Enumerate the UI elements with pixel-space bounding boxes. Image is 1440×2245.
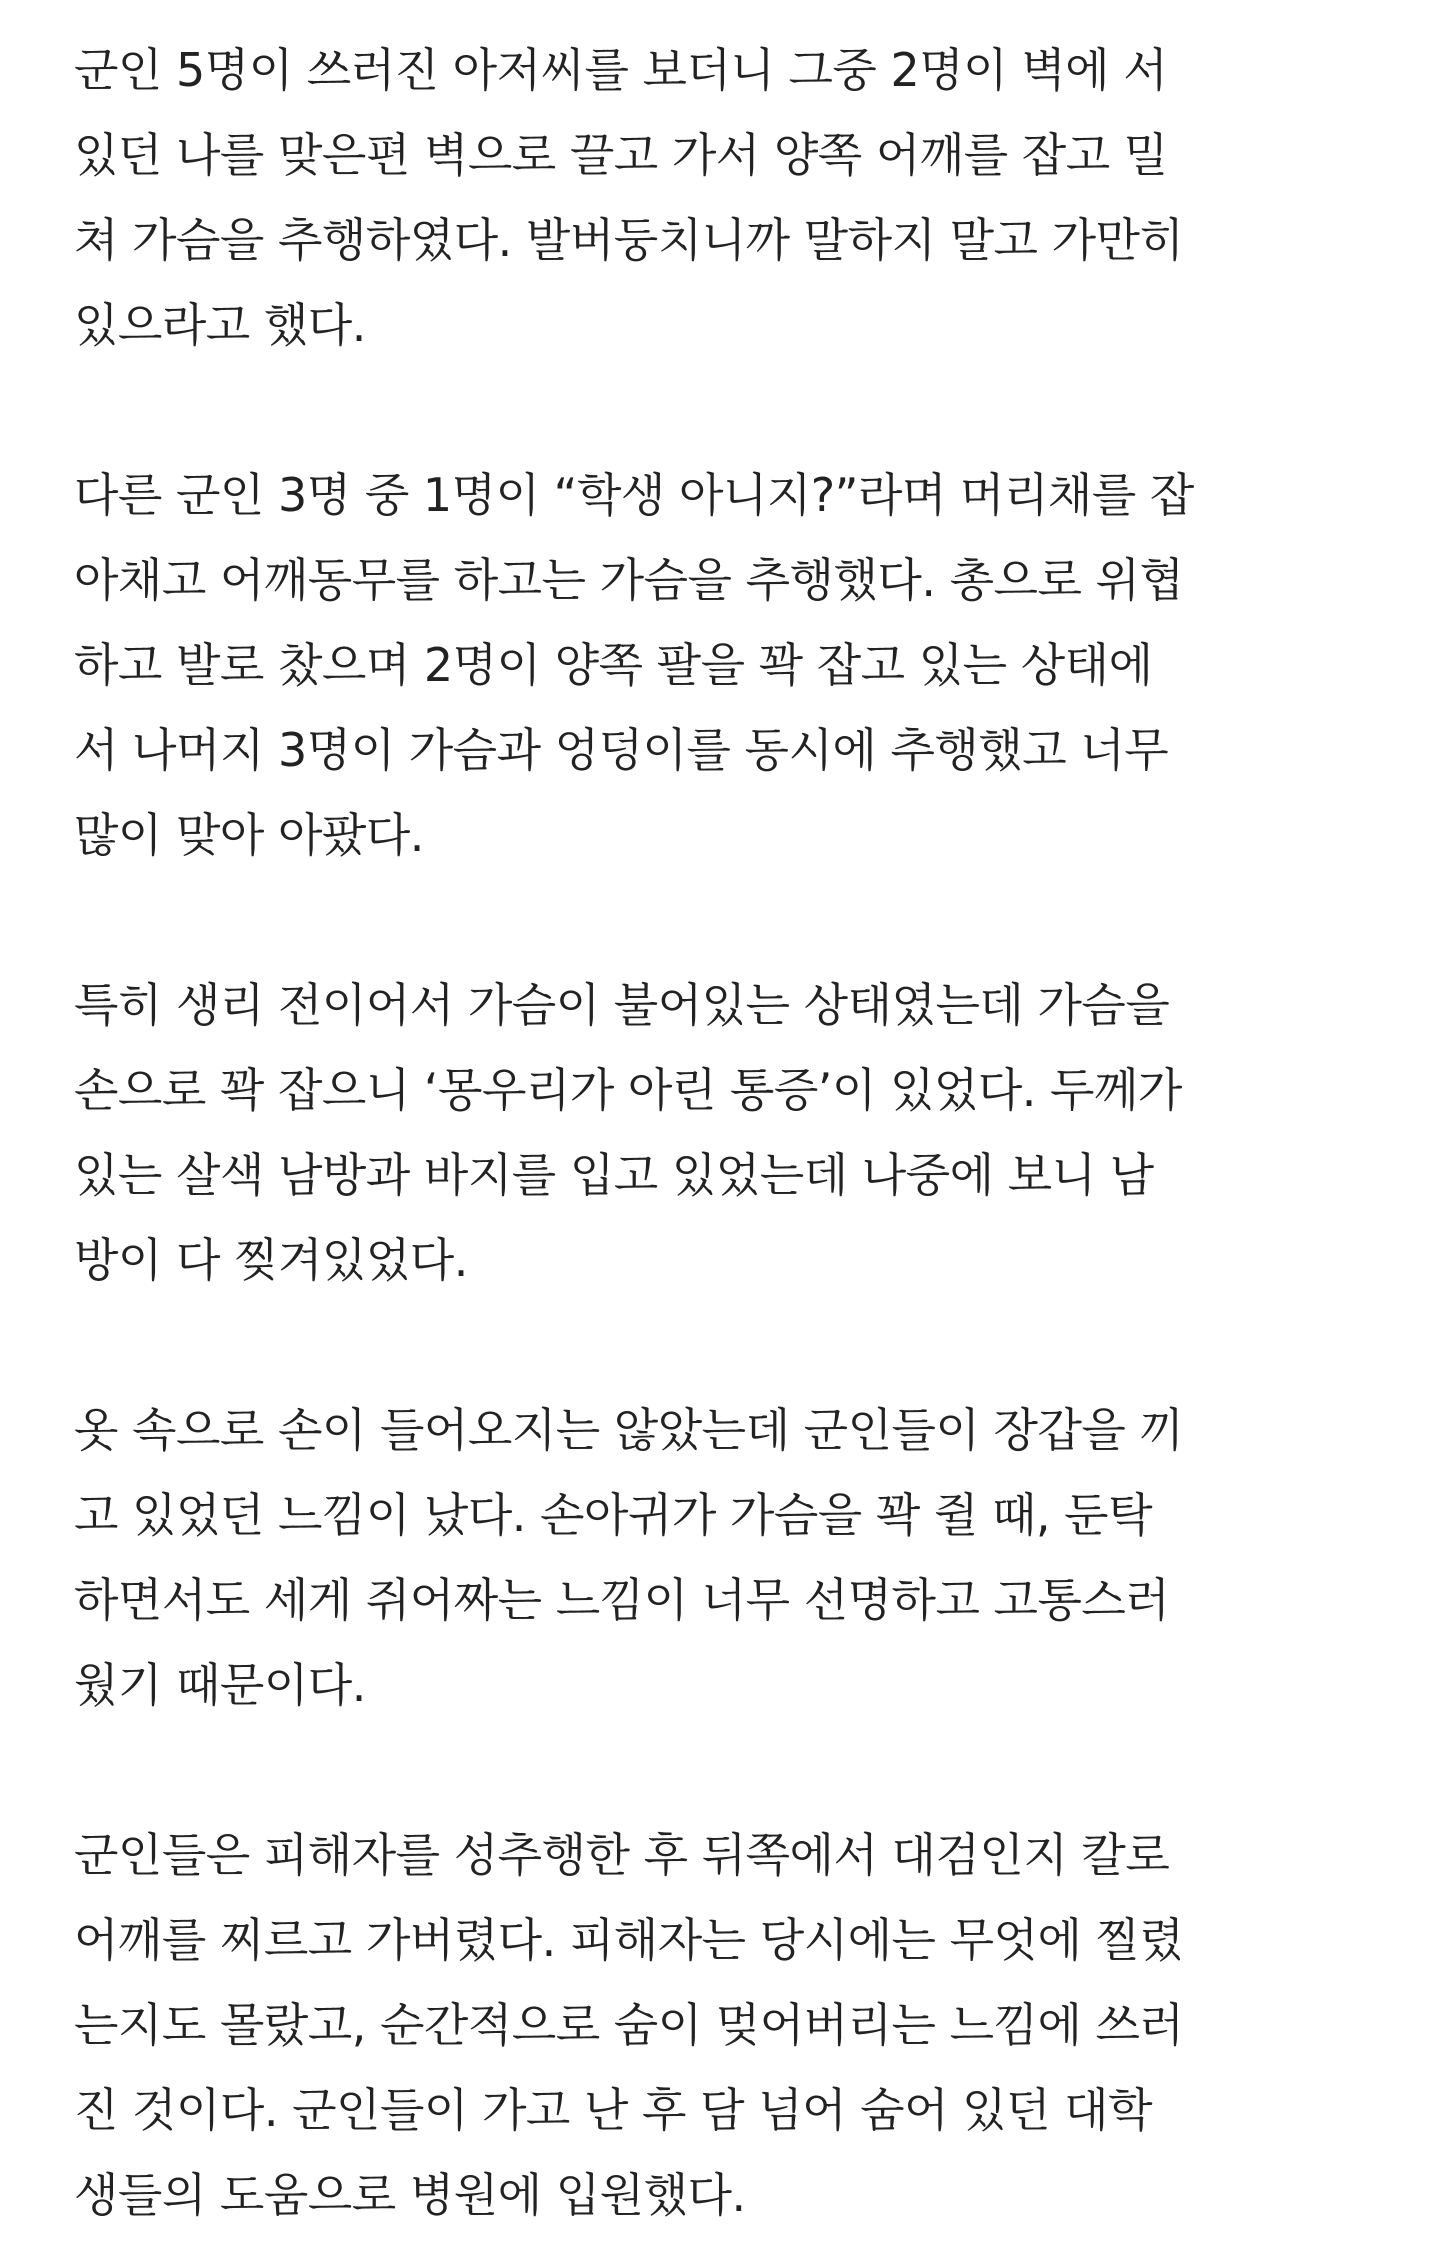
text-line: 어깨를 찌르고 가버렸다. 피해자는 당시에는 무엇에 찔렸 bbox=[74, 1913, 1184, 1967]
text-line: 군인 5명이 쓰러진 아저씨를 보더니 그중 2명이 벽에 서 bbox=[74, 43, 1168, 97]
text-line: 있는 살색 남방과 바지를 입고 있었는데 나중에 보니 남 bbox=[74, 1148, 1154, 1202]
text-line: 군인들은 피해자를 성추행한 후 뒤쪽에서 대검인지 칼로 bbox=[74, 1828, 1170, 1882]
text-line: 옷 속으로 손이 들어오지는 않았는데 군인들이 장갑을 끼 bbox=[74, 1403, 1184, 1457]
text-line: 방이 다 찢겨있었다. bbox=[74, 1233, 468, 1287]
paragraph-5 bbox=[74, 1813, 1374, 2238]
text-line: 생들의 도움으로 병원에 입원했다. bbox=[74, 2168, 746, 2222]
text-line: 서 나머지 3명이 가슴과 엉덩이를 동시에 추행했고 너무 bbox=[74, 723, 1169, 777]
text-line: 쳐 가슴을 추행하였다. 발버둥치니까 말하지 말고 가만히 bbox=[74, 213, 1184, 267]
text-line: 웠기 때문이다. bbox=[74, 1658, 366, 1712]
paragraph-3 bbox=[74, 963, 1374, 1303]
text-line: 하면서도 세게 쥐어짜는 느낌이 너무 선명하고 고통스러 bbox=[74, 1573, 1170, 1627]
paragraph-2 bbox=[74, 453, 1374, 878]
paragraph-1 bbox=[74, 28, 1374, 368]
text-line: 는지도 몰랐고, 순간적으로 숨이 멎어버리는 느낌에 쓰러 bbox=[74, 1998, 1184, 2052]
text-line: 하고 발로 찼으며 2명이 양쪽 팔을 꽉 잡고 있는 상태에 bbox=[74, 638, 1153, 692]
text-line: 있으라고 했다. bbox=[74, 298, 366, 352]
text-line: 있던 나를 맞은편 벽으로 끌고 가서 양쪽 어깨를 잡고 밀 bbox=[74, 128, 1168, 182]
paragraph-4 bbox=[74, 1388, 1374, 1728]
text-line: 고 있었던 느낌이 났다. 손아귀가 가슴을 꽉 쥘 때, 둔탁 bbox=[74, 1488, 1152, 1542]
article-body bbox=[74, 28, 1374, 2238]
text-line: 특히 생리 전이어서 가슴이 불어있는 상태였는데 가슴을 bbox=[74, 978, 1170, 1032]
text-line: 아채고 어깨동무를 하고는 가슴을 추행했다. 총으로 위협 bbox=[74, 553, 1184, 607]
text-line: 많이 맞아 아팠다. bbox=[74, 808, 424, 862]
text-line: 손으로 꽉 잡으니 ‘몽우리가 아린 통증’이 있었다. 두께가 bbox=[74, 1063, 1182, 1117]
text-line: 진 것이다. 군인들이 가고 난 후 담 넘어 숨어 있던 대학 bbox=[74, 2083, 1152, 2137]
text-line: 다른 군인 3명 중 1명이 “학생 아니지?”라며 머리채를 잡 bbox=[74, 468, 1194, 522]
